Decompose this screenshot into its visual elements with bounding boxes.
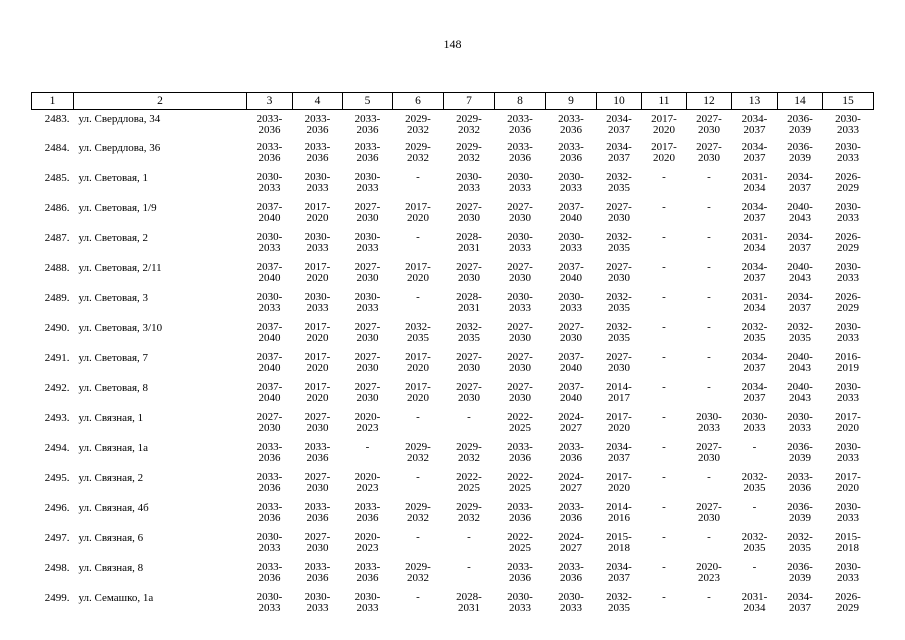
period-cell-col-6: - <box>416 531 420 543</box>
period-cell-col-5: 2027- 2030 <box>354 381 381 404</box>
column-header-6: 6 <box>393 93 444 110</box>
period-cell-col-7: 2028- 2031 <box>456 231 482 254</box>
period-cell-col-8: 2030- 2033 <box>507 231 533 254</box>
period-cell-col-7: - <box>467 531 471 543</box>
period-cell-col-12: - <box>707 261 711 273</box>
period-cell-col-9: 2033- 2036 <box>558 141 584 164</box>
table-row <box>32 441 874 471</box>
period-cell-col-12: 2020- 2023 <box>696 561 722 584</box>
period-cell-col-10: 2017- 2020 <box>606 471 632 494</box>
page-number: 148 <box>443 37 462 51</box>
period-cell-col-6: - <box>416 231 420 243</box>
period-cell-col-4: 2027- 2030 <box>304 411 331 434</box>
period-cell-col-6: - <box>416 591 420 603</box>
period-cell-col-8: 2027- 2030 <box>507 201 533 224</box>
period-cell-col-8: 2027- 2030 <box>507 321 533 344</box>
period-cell-col-4: 2030- 2033 <box>304 591 331 614</box>
row-number: 2496. <box>44 502 70 514</box>
period-cell-col-3: 2037- 2040 <box>256 321 283 344</box>
period-cell-col-7: 2028- 2031 <box>456 291 482 314</box>
period-cell-col-12: - <box>707 201 711 213</box>
period-cell-col-6: - <box>416 411 420 423</box>
period-cell-col-11: - <box>662 381 666 393</box>
period-cell-col-11: - <box>662 561 666 573</box>
period-cell-col-5: - <box>365 441 370 453</box>
period-cell-col-7: 2028- 2031 <box>456 591 482 614</box>
address-cell: ул. Световая, 3/10 <box>78 322 163 334</box>
period-cell-col-15: 2026- 2029 <box>835 591 861 614</box>
row-number: 2486. <box>44 202 70 214</box>
period-cell-col-4: 2017- 2020 <box>304 381 331 404</box>
period-cell-col-15: 2030- 2033 <box>835 141 861 164</box>
period-cell-col-10: 2032- 2035 <box>606 591 632 614</box>
address-cell: ул. Световая, 2 <box>78 232 149 244</box>
period-cell-col-4: 2017- 2020 <box>304 351 331 374</box>
period-cell-col-4: 2030- 2033 <box>304 171 331 194</box>
period-cell-col-12: 2030- 2033 <box>696 411 722 434</box>
table-row <box>32 411 874 441</box>
period-cell-col-11: - <box>662 201 666 213</box>
period-cell-col-9: 2037- 2040 <box>558 201 584 224</box>
period-cell-col-13: 2031- 2034 <box>741 591 768 614</box>
row-number: 2497. <box>44 532 70 544</box>
table-row <box>32 171 874 201</box>
row-number: 2485. <box>44 172 70 184</box>
period-cell-col-4: 2030- 2033 <box>304 291 331 314</box>
period-cell-col-8: 2030- 2033 <box>507 291 533 314</box>
period-cell-col-3: 2033- 2036 <box>256 141 283 164</box>
period-cell-col-12: 2027- 2030 <box>696 141 722 164</box>
period-cell-col-13: 2032- 2035 <box>741 321 768 344</box>
period-cell-col-4: 2030- 2033 <box>304 231 331 254</box>
period-cell-col-10: 2034- 2037 <box>606 561 632 584</box>
table-row <box>32 110 874 142</box>
period-cell-col-6: - <box>416 171 420 183</box>
period-cell-col-10: 2032- 2035 <box>606 291 632 314</box>
period-cell-col-7: 2032- 2035 <box>456 321 482 344</box>
period-cell-col-7: 2027- 2030 <box>456 381 482 404</box>
period-cell-col-9: 2030- 2033 <box>558 291 584 314</box>
period-cell-col-15: 2030- 2033 <box>835 561 861 584</box>
table-row <box>32 531 874 561</box>
period-cell-col-3: 2037- 2040 <box>256 201 283 224</box>
address-cell: ул. Свердлова, 36 <box>78 142 161 154</box>
table-row <box>32 381 874 411</box>
period-cell-col-12: - <box>707 591 711 603</box>
table-row <box>32 591 874 621</box>
table-row <box>32 321 874 351</box>
column-number-header <box>32 93 874 110</box>
period-cell-col-14: 2034- 2037 <box>787 591 813 614</box>
address-cell: ул. Семашко, 1а <box>78 592 154 604</box>
period-cell-col-10: 2032- 2035 <box>606 231 632 254</box>
period-cell-col-5: 2033- 2036 <box>354 141 381 164</box>
period-cell-col-9: 2033- 2036 <box>558 501 584 524</box>
row-number: 2499. <box>44 592 70 604</box>
period-cell-col-10: 2027- 2030 <box>606 201 632 224</box>
period-cell-col-6: 2017- 2020 <box>405 351 431 374</box>
period-cell-col-12: - <box>707 171 711 183</box>
period-cell-col-10: 2017- 2020 <box>606 411 632 434</box>
period-cell-col-14: 2036- 2039 <box>787 441 813 464</box>
period-cell-col-15: 2026- 2029 <box>835 231 861 254</box>
period-cell-col-8: 2022- 2025 <box>507 411 533 434</box>
period-cell-col-7: - <box>467 411 471 423</box>
period-cell-col-8: 2022- 2025 <box>507 471 533 494</box>
period-cell-col-9: 2024- 2027 <box>558 471 584 494</box>
row-number: 2492. <box>44 382 70 394</box>
period-cell-col-15: 2026- 2029 <box>835 291 861 314</box>
period-cell-col-11: - <box>662 231 666 243</box>
row-number: 2494. <box>44 442 70 454</box>
period-cell-col-10: 2034- 2037 <box>606 441 632 464</box>
period-cell-col-3: 2030- 2033 <box>256 291 283 314</box>
period-cell-col-11: 2017- 2020 <box>651 141 677 164</box>
period-cell-col-14: 2036- 2039 <box>787 113 813 136</box>
period-cell-col-15: 2030- 2033 <box>835 261 861 284</box>
period-cell-col-6: 2029- 2032 <box>405 441 431 464</box>
period-cell-col-5: 2027- 2030 <box>354 321 381 344</box>
row-number: 2498. <box>44 562 70 574</box>
period-cell-col-12: - <box>707 381 711 393</box>
period-cell-col-13: 2034- 2037 <box>741 141 768 164</box>
period-cell-col-15: 2016- 2019 <box>835 351 861 374</box>
address-cell: ул. Световая, 8 <box>78 382 149 394</box>
column-header-9: 9 <box>546 93 597 110</box>
schedule-table <box>31 92 874 621</box>
period-cell-col-5: 2030- 2033 <box>354 231 381 254</box>
period-cell-col-7: 2022- 2025 <box>456 471 482 494</box>
period-cell-col-11: - <box>662 321 666 333</box>
period-cell-col-14: 2034- 2037 <box>787 171 813 194</box>
period-cell-col-14: 2036- 2039 <box>787 501 813 524</box>
row-number: 2483. <box>44 113 70 125</box>
period-cell-col-5: 2030- 2033 <box>354 591 381 614</box>
period-cell-col-10: 2032- 2035 <box>606 321 632 344</box>
period-cell-col-9: 2024- 2027 <box>558 411 584 434</box>
period-cell-col-5: 2020- 2023 <box>354 411 381 434</box>
period-cell-col-11: - <box>662 171 666 183</box>
period-cell-col-5: 2033- 2036 <box>354 501 381 524</box>
column-header-4: 4 <box>293 93 343 110</box>
table-row <box>32 261 874 291</box>
table-row <box>32 141 874 171</box>
period-cell-col-10: 2034- 2037 <box>606 141 632 164</box>
table-row <box>32 201 874 231</box>
period-cell-col-13: 2032- 2035 <box>741 471 768 494</box>
row-number: 2484. <box>44 142 70 154</box>
period-cell-col-9: 2037- 2040 <box>558 381 584 404</box>
period-cell-col-8: 2027- 2030 <box>507 261 533 284</box>
period-cell-col-14: 2030- 2033 <box>787 411 813 434</box>
period-cell-col-8: 2033- 2036 <box>507 441 533 464</box>
period-cell-col-4: 2033- 2036 <box>304 441 331 464</box>
period-cell-col-10: 2015- 2018 <box>606 531 632 554</box>
period-cell-col-7: 2029- 2032 <box>456 501 482 524</box>
column-header-14: 14 <box>778 93 823 110</box>
period-cell-col-4: 2033- 2036 <box>304 561 331 584</box>
period-cell-col-9: 2030- 2033 <box>558 231 584 254</box>
period-cell-col-10: 2032- 2035 <box>606 171 632 194</box>
period-cell-col-12: 2027- 2030 <box>696 501 722 524</box>
period-cell-col-14: 2034- 2037 <box>787 291 813 314</box>
period-cell-col-9: 2037- 2040 <box>558 351 584 374</box>
period-cell-col-3: 2027- 2030 <box>256 411 283 434</box>
table-row <box>32 291 874 321</box>
period-cell-col-9: 2033- 2036 <box>558 441 584 464</box>
period-cell-col-6: 2029- 2032 <box>405 501 431 524</box>
address-cell: ул. Связная, 1 <box>78 412 144 424</box>
period-cell-col-13: 2034- 2037 <box>741 381 768 404</box>
period-cell-col-5: 2020- 2023 <box>354 471 381 494</box>
period-cell-col-7: 2029- 2032 <box>456 113 482 136</box>
period-cell-col-8: 2027- 2030 <box>507 381 533 404</box>
period-cell-col-5: 2027- 2030 <box>354 201 381 224</box>
period-cell-col-14: 2036- 2039 <box>787 141 813 164</box>
column-header-5: 5 <box>343 93 393 110</box>
period-cell-col-7: 2027- 2030 <box>456 351 482 374</box>
period-cell-col-11: - <box>662 501 666 513</box>
period-cell-col-12: - <box>707 321 711 333</box>
period-cell-col-5: 2027- 2030 <box>354 351 381 374</box>
period-cell-col-9: 2037- 2040 <box>558 261 584 284</box>
period-cell-col-14: 2033- 2036 <box>787 471 813 494</box>
period-cell-col-9: 2033- 2036 <box>558 113 584 136</box>
period-cell-col-15: 2030- 2033 <box>835 201 861 224</box>
period-cell-col-4: 2027- 2030 <box>304 531 331 554</box>
period-cell-col-10: 2014- 2017 <box>606 381 632 404</box>
period-cell-col-15: 2030- 2033 <box>835 501 861 524</box>
address-cell: ул. Связная, 6 <box>78 532 144 544</box>
table-row <box>32 351 874 381</box>
period-cell-col-7: 2029- 2032 <box>456 441 482 464</box>
period-cell-col-3: 2030- 2033 <box>256 531 283 554</box>
period-cell-col-3: 2033- 2036 <box>256 561 283 584</box>
period-cell-col-13: - <box>752 441 757 453</box>
period-cell-col-13: 2034- 2037 <box>741 113 768 136</box>
period-cell-col-9: 2024- 2027 <box>558 531 584 554</box>
period-cell-col-13: 2030- 2033 <box>741 411 768 434</box>
period-cell-col-14: 2034- 2037 <box>787 231 813 254</box>
period-cell-col-10: 2027- 2030 <box>606 351 632 374</box>
column-header-3: 3 <box>247 93 293 110</box>
period-cell-col-14: 2040- 2043 <box>787 351 813 374</box>
period-cell-col-15: 2017- 2020 <box>835 471 861 494</box>
period-cell-col-3: 2033- 2036 <box>256 471 283 494</box>
period-cell-col-5: 2033- 2036 <box>354 113 381 136</box>
table-row <box>32 501 874 531</box>
period-cell-col-14: 2036- 2039 <box>787 561 813 584</box>
period-cell-col-6: 2029- 2032 <box>405 113 431 136</box>
period-cell-col-15: 2030- 2033 <box>835 113 861 136</box>
period-cell-col-7: 2027- 2030 <box>456 261 482 284</box>
period-cell-col-8: 2022- 2025 <box>507 531 533 554</box>
period-cell-col-9: 2030- 2033 <box>558 591 584 614</box>
period-cell-col-15: 2030- 2033 <box>835 321 861 344</box>
period-cell-col-14: 2040- 2043 <box>787 381 813 404</box>
period-cell-col-6: 2017- 2020 <box>405 261 431 284</box>
period-cell-col-5: 2020- 2023 <box>354 531 381 554</box>
address-cell: ул. Связная, 1а <box>78 442 149 454</box>
row-number: 2495. <box>44 472 70 484</box>
period-cell-col-11: 2017- 2020 <box>651 113 677 136</box>
period-cell-col-15: 2030- 2033 <box>835 441 861 464</box>
period-cell-col-6: 2029- 2032 <box>405 141 431 164</box>
period-cell-col-15: 2017- 2020 <box>835 411 861 434</box>
period-cell-col-7: 2029- 2032 <box>456 141 482 164</box>
period-cell-col-6: - <box>416 471 420 483</box>
period-cell-col-15: 2030- 2033 <box>835 381 861 404</box>
address-cell: ул. Световая, 3 <box>78 292 149 304</box>
period-cell-col-11: - <box>662 291 666 303</box>
period-cell-col-4: 2033- 2036 <box>304 501 331 524</box>
period-cell-col-12: - <box>707 231 711 243</box>
address-cell: ул. Связная, 4б <box>78 502 149 514</box>
period-cell-col-6: - <box>416 291 420 303</box>
column-header-11: 11 <box>642 93 687 110</box>
column-header-7: 7 <box>444 93 495 110</box>
period-cell-col-6: 2017- 2020 <box>405 201 431 224</box>
period-cell-col-15: 2026- 2029 <box>835 171 861 194</box>
period-cell-col-3: 2037- 2040 <box>256 351 283 374</box>
period-cell-col-11: - <box>662 591 666 603</box>
column-header-12: 12 <box>687 93 732 110</box>
address-cell: ул. Световая, 7 <box>78 352 149 364</box>
column-header-8: 8 <box>495 93 546 110</box>
period-cell-col-15: 2015- 2018 <box>835 531 861 554</box>
period-cell-col-12: 2027- 2030 <box>696 441 722 464</box>
address-cell: ул. Световая, 1/9 <box>78 202 157 214</box>
column-header-10: 10 <box>597 93 642 110</box>
period-cell-col-8: 2030- 2033 <box>507 591 533 614</box>
period-cell-col-8: 2033- 2036 <box>507 141 533 164</box>
period-cell-col-13: - <box>752 561 757 573</box>
column-header-1: 1 <box>32 93 74 110</box>
period-cell-col-7: 2030- 2033 <box>456 171 482 194</box>
period-cell-col-11: - <box>662 411 666 423</box>
period-cell-col-12: - <box>707 471 711 483</box>
period-cell-col-5: 2027- 2030 <box>354 261 381 284</box>
period-cell-col-4: 2017- 2020 <box>304 201 331 224</box>
period-cell-col-11: - <box>662 531 666 543</box>
period-cell-col-13: 2031- 2034 <box>741 291 768 314</box>
period-cell-col-14: 2032- 2035 <box>787 321 813 344</box>
table-body <box>32 110 874 622</box>
period-cell-col-13: 2034- 2037 <box>741 261 768 284</box>
period-cell-col-13: 2031- 2034 <box>741 171 768 194</box>
period-cell-col-4: 2017- 2020 <box>304 261 331 284</box>
address-cell: ул. Свердлова, 34 <box>78 113 161 125</box>
period-cell-col-3: 2037- 2040 <box>256 261 283 284</box>
address-cell: ул. Световая, 2/11 <box>78 262 162 274</box>
period-cell-col-13: 2031- 2034 <box>741 231 768 254</box>
address-cell: ул. Связная, 2 <box>78 472 144 484</box>
period-cell-col-10: 2034- 2037 <box>606 113 632 136</box>
period-cell-col-9: 2033- 2036 <box>558 561 584 584</box>
column-header-15: 15 <box>823 93 874 110</box>
period-cell-col-7: 2027- 2030 <box>456 201 482 224</box>
period-cell-col-13: - <box>752 501 757 513</box>
period-cell-col-4: 2033- 2036 <box>304 141 331 164</box>
period-cell-col-9: 2030- 2033 <box>558 171 584 194</box>
period-cell-col-8: 2033- 2036 <box>507 501 533 524</box>
period-cell-col-14: 2032- 2035 <box>787 531 813 554</box>
period-cell-col-11: - <box>662 351 666 363</box>
row-number: 2490. <box>44 322 70 334</box>
period-cell-col-6: 2017- 2020 <box>405 381 431 404</box>
period-cell-col-10: 2014- 2016 <box>606 501 632 524</box>
period-cell-col-8: 2030- 2033 <box>507 171 533 194</box>
period-cell-col-12: 2027- 2030 <box>696 113 722 136</box>
row-number: 2488. <box>44 262 70 274</box>
address-cell: ул. Световая, 1 <box>78 172 149 184</box>
table-row <box>32 471 874 501</box>
period-cell-col-4: 2027- 2030 <box>304 471 331 494</box>
address-cell: ул. Связная, 8 <box>78 562 144 574</box>
period-cell-col-5: 2030- 2033 <box>354 291 381 314</box>
column-header-13: 13 <box>732 93 778 110</box>
period-cell-col-8: 2033- 2036 <box>507 113 533 136</box>
period-cell-col-14: 2040- 2043 <box>787 261 813 284</box>
period-cell-col-11: - <box>662 441 666 453</box>
table-row <box>32 231 874 261</box>
period-cell-col-14: 2040- 2043 <box>787 201 813 224</box>
period-cell-col-13: 2034- 2037 <box>741 351 768 374</box>
period-cell-col-5: 2030- 2033 <box>354 171 381 194</box>
period-cell-col-11: - <box>662 471 666 483</box>
period-cell-col-3: 2030- 2033 <box>256 231 283 254</box>
period-cell-col-10: 2027- 2030 <box>606 261 632 284</box>
period-cell-col-3: 2033- 2036 <box>256 441 283 464</box>
period-cell-col-12: - <box>707 291 711 303</box>
row-number: 2493. <box>44 412 70 424</box>
period-cell-col-12: - <box>707 531 711 543</box>
period-cell-col-7: - <box>467 561 471 573</box>
table-row <box>32 561 874 591</box>
period-cell-col-3: 2033- 2036 <box>256 501 283 524</box>
column-header-2: 2 <box>74 93 247 110</box>
period-cell-col-4: 2033- 2036 <box>304 113 331 136</box>
period-cell-col-4: 2017- 2020 <box>304 321 331 344</box>
period-cell-col-8: 2033- 2036 <box>507 561 533 584</box>
period-cell-col-5: 2033- 2036 <box>354 561 381 584</box>
period-cell-col-3: 2037- 2040 <box>256 381 283 404</box>
period-cell-col-3: 2030- 2033 <box>256 591 283 614</box>
period-cell-col-8: 2027- 2030 <box>507 351 533 374</box>
period-cell-col-6: 2029- 2032 <box>405 561 431 584</box>
period-cell-col-3: 2033- 2036 <box>256 113 283 136</box>
period-cell-col-13: 2032- 2035 <box>741 531 768 554</box>
row-number: 2491. <box>44 352 70 364</box>
row-number: 2487. <box>44 232 70 244</box>
period-cell-col-3: 2030- 2033 <box>256 171 283 194</box>
period-cell-col-13: 2034- 2037 <box>741 201 768 224</box>
row-number: 2489. <box>44 292 70 304</box>
period-cell-col-11: - <box>662 261 666 273</box>
period-cell-col-12: - <box>707 351 711 363</box>
period-cell-col-6: 2032- 2035 <box>405 321 431 344</box>
period-cell-col-9: 2027- 2030 <box>558 321 584 344</box>
